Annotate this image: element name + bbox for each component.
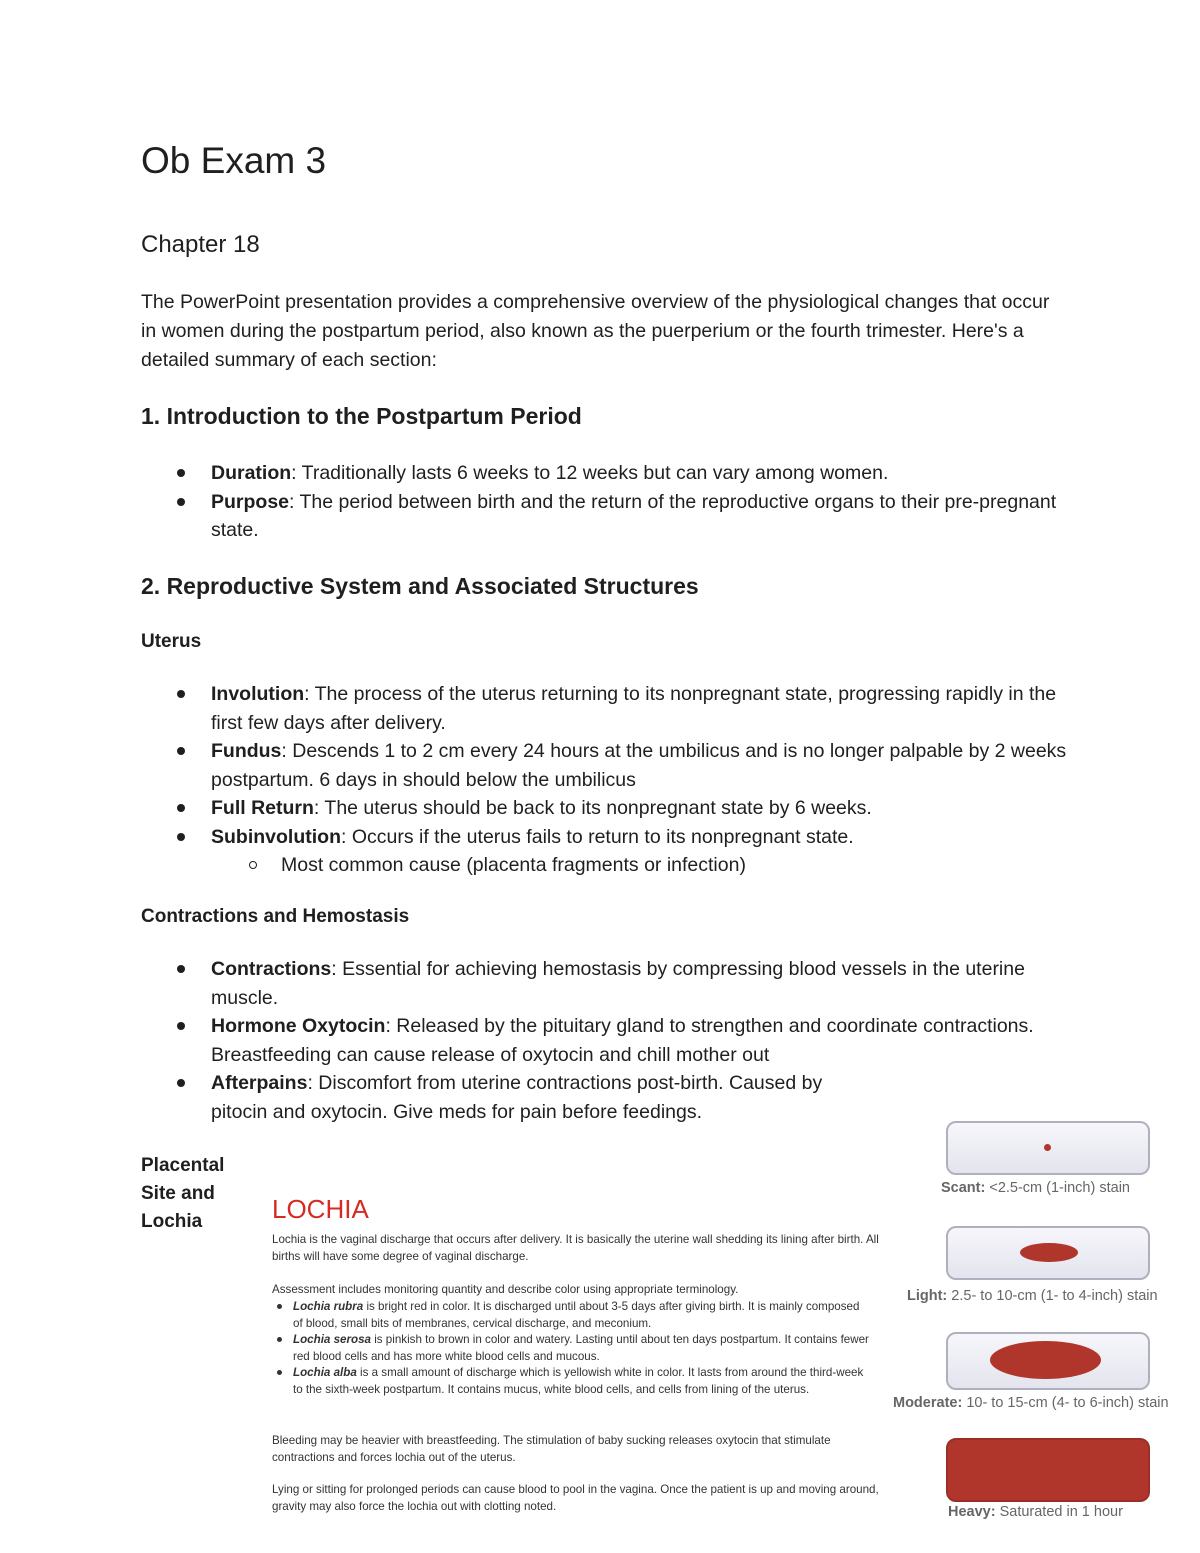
- stain-moderate: [990, 1341, 1101, 1379]
- list-item: Hormone Oxytocin: Released by the pituitary gland to strengthen and coordinate contractions. Breastfeeding can cause release of oxytocin and chill mother out: [141, 1012, 1071, 1069]
- lochia-types-list: [272, 1299, 872, 1399]
- uterus-heading: Uterus: [141, 631, 202, 652]
- pad-caption-moderate: Moderate: 10- to 15-cm (4- to 6-inch) stain: [893, 1395, 1169, 1411]
- lochia-pooling-note: Lying or sitting for prolonged periods can cause blood to pool in the vagina. Once the patient is up and moving around, gravity may also force the lochia out with clotting noted.: [272, 1483, 879, 1513]
- chapter-heading: Chapter 18: [141, 231, 260, 258]
- contractions-heading: Contractions and Hemostasis: [141, 906, 410, 927]
- intro-paragraph: The PowerPoint presentation provides a comprehensive overview of the physiological changes that occur in women during the postpartum period, also known as the puerperium or the fourth trimester. Here's a detailed summary of each section:: [141, 291, 1050, 371]
- section-2-heading: 2. Reproductive System and Associated Structures: [141, 573, 699, 599]
- stain-scant: [1044, 1144, 1051, 1151]
- pad-heavy: [946, 1438, 1150, 1502]
- pad-caption-light: Light: 2.5- to 10-cm (1- to 4-inch) stain: [907, 1288, 1158, 1304]
- list-item: Fundus: Descends 1 to 2 cm every 24 hours at the umbilicus and is no longer palpable by 2 weeks postpartum. 6 days in should below the umbilicus: [141, 737, 1071, 794]
- document-title: Ob Exam 3: [141, 140, 327, 181]
- list-item: Lochia serosa is pinkish to brown in color and watery. Lasting until about ten days postpartum. It contains fewer red blood cells and has more white blood cells and mucous.: [272, 1332, 872, 1365]
- stain-light: [1020, 1243, 1078, 1262]
- list-item: Purpose: The period between birth and the return of the reproductive organs to their pre-pregnant state.: [141, 488, 1071, 545]
- lochia-assessment: Assessment includes monitoring quantity and describe color using appropriate terminology.: [272, 1283, 739, 1296]
- pad-stain-figure: [890, 1118, 1200, 1533]
- contractions-list: [141, 955, 1071, 1126]
- pad-moderate: [946, 1332, 1150, 1390]
- list-item: Contractions: Essential for achieving hemostasis by compressing blood vessels in the uterine muscle.: [141, 955, 1071, 1012]
- list-item: Lochia rubra is bright red in color. It is discharged until about 3-5 days after giving birth. It is mainly composed of blood, small bits of membranes, cervical discharge, and meconium.: [272, 1299, 872, 1332]
- pad-caption-scant: Scant: <2.5-cm (1-inch) stain: [941, 1180, 1130, 1196]
- list-item: Involution: The process of the uterus returning to its nonpregnant state, progressing rapidly in the first few days after delivery.: [141, 680, 1071, 737]
- sub-list-item: Most common cause (placenta fragments or infection): [211, 851, 1071, 880]
- list-item: Full Return: The uterus should be back to its nonpregnant state by 6 weeks.: [141, 794, 1071, 823]
- section-1-list: [141, 459, 1071, 545]
- section-1-heading: 1. Introduction to the Postpartum Period: [141, 403, 582, 429]
- list-item: Duration: Traditionally lasts 6 weeks to 12 weeks but can vary among women.: [141, 459, 1071, 488]
- lochia-figure: [265, 1185, 885, 1525]
- list-item: Afterpains: Discomfort from uterine contractions post-birth. Caused by pitocin and oxytocin. Give meds for pain before feedings.: [141, 1069, 1071, 1126]
- lochia-title: LOCHIA: [272, 1194, 369, 1224]
- lochia-definition: Lochia is the vaginal discharge that occurs after delivery. It is basically the uterine wall shedding its lining after birth. All births will have some degree of vaginal discharge.: [272, 1233, 879, 1263]
- placental-site-heading: Placental Site and Lochia: [141, 1155, 225, 1232]
- pad-light: [946, 1226, 1150, 1280]
- list-item: Subinvolution: Occurs if the uterus fails to return to its nonpregnant state. Most common cause (placenta fragments or infection): [141, 823, 1071, 880]
- pad-caption-heavy: Heavy: Saturated in 1 hour: [948, 1504, 1123, 1520]
- list-item: Lochia alba is a small amount of discharge which is yellowish white in color. It lasts from around the third-week to the sixth-week postpartum. It contains mucus, white blood cells, and cells from lining of the uterus.: [272, 1365, 872, 1398]
- uterus-list: [141, 680, 1071, 880]
- pad-scant: [946, 1121, 1150, 1175]
- lochia-breastfeeding-note: Bleeding may be heavier with breastfeeding. The stimulation of baby sucking releases oxytocin that stimulate contractions and forces lochia out of the uterus.: [272, 1434, 831, 1464]
- sub-list: [211, 851, 1071, 880]
